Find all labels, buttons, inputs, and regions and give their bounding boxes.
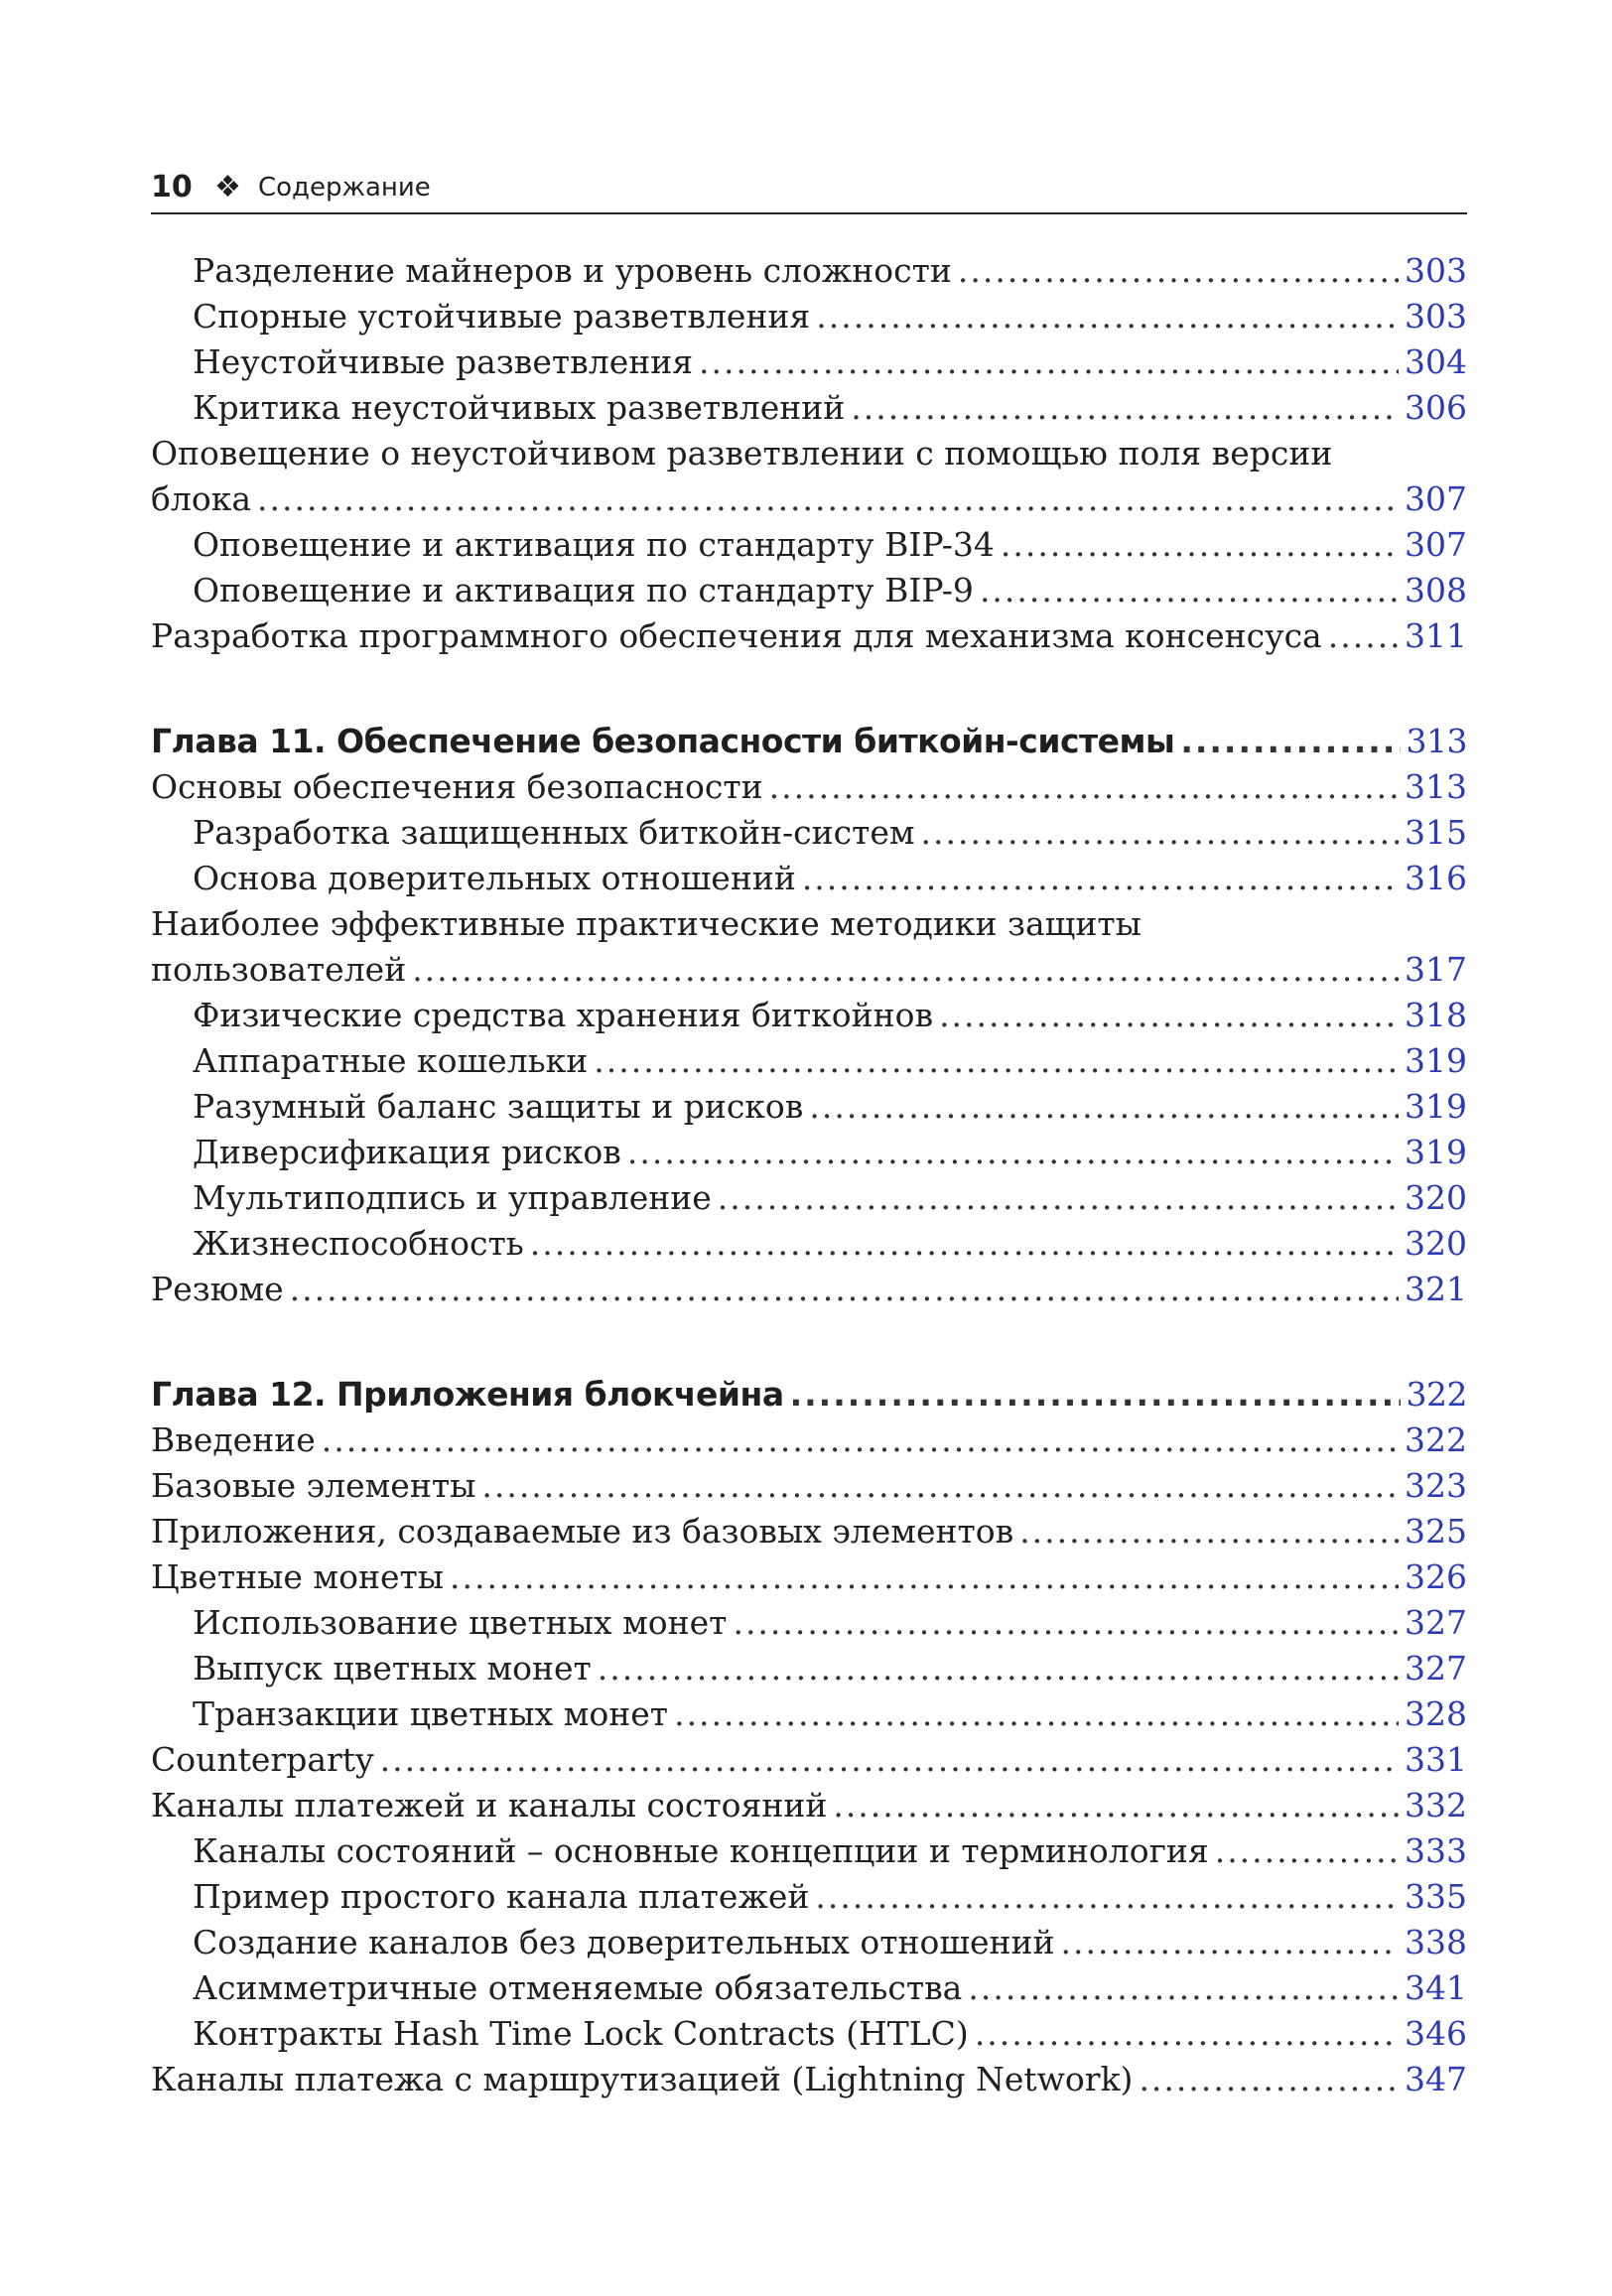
toc-page-link[interactable]: 320 [1405, 1178, 1467, 1217]
toc-page-link[interactable]: 321 [1405, 1270, 1467, 1308]
toc-entry[interactable] [151, 476, 1467, 522]
leader-dots [833, 1783, 1399, 1828]
toc-entry-title: Транзакции цветных монет [193, 1694, 669, 1733]
leader-dots [769, 764, 1399, 810]
toc-page-link[interactable]: 333 [1405, 1831, 1467, 1870]
toc-entry[interactable] [151, 1463, 1467, 1509]
toc-page-link[interactable]: 325 [1405, 1512, 1467, 1551]
toc-page-link[interactable]: 316 [1405, 859, 1467, 897]
toc-entry-title: Аппаратные кошельки [193, 1041, 589, 1080]
toc-page-link[interactable]: 341 [1405, 1968, 1467, 2007]
toc-entry-title: Контракты Hash Time Lock Contracts (HTLC) [193, 2014, 969, 2053]
toc-page-link[interactable]: 327 [1405, 1649, 1467, 1688]
toc-entry[interactable] [151, 1221, 1467, 1267]
toc-page-link[interactable]: 331 [1405, 1740, 1467, 1779]
toc-entry[interactable] [151, 764, 1467, 810]
leader-dots [718, 1175, 1399, 1221]
toc-entry[interactable] [151, 385, 1467, 431]
toc-page-link[interactable]: 322 [1406, 1375, 1467, 1414]
leader-dots [815, 1874, 1399, 1920]
toc-entry[interactable] [151, 522, 1467, 568]
toc-entry-line1[interactable] [151, 431, 1467, 476]
toc-page-link[interactable]: 313 [1405, 767, 1467, 806]
toc-entry[interactable] [151, 1175, 1467, 1221]
toc-page-link[interactable]: 313 [1406, 722, 1467, 760]
leader-dots [939, 993, 1399, 1038]
toc-page-link[interactable]: 323 [1405, 1466, 1467, 1505]
toc-entry[interactable] [151, 1828, 1467, 1874]
leader-dots [380, 1737, 1399, 1783]
toc-entry-title-cont: блока [151, 479, 251, 518]
leader-dots [594, 1038, 1399, 1084]
leader-dots [958, 248, 1399, 294]
chapter-title: Глава 11. Обеспечение безопасности биткойн-системы [151, 722, 1175, 760]
leader-dots [802, 856, 1399, 901]
leader-dots [530, 1221, 1399, 1267]
toc-page-link[interactable]: 308 [1405, 571, 1467, 609]
toc-entry-title: Диверсификация рисков [193, 1133, 621, 1171]
toc-entry[interactable] [151, 1418, 1467, 1463]
leader-dots [290, 1267, 1399, 1312]
leader-dots [481, 1463, 1399, 1509]
page-number: 10 [151, 170, 193, 204]
toc-page-link[interactable]: 304 [1405, 342, 1467, 381]
leader-dots [257, 476, 1399, 522]
toc-entry-title-cont: пользователей [151, 950, 407, 989]
leader-dots [1139, 2057, 1399, 2102]
fleuron-icon: ❖ [214, 170, 241, 204]
toc-page-link[interactable]: 311 [1405, 616, 1467, 655]
toc-entry-title: Наиболее эффективные практические методики защиты [151, 904, 1142, 943]
toc-entry[interactable] [151, 1267, 1467, 1312]
leader-dots [851, 385, 1399, 431]
toc-entry-title: Каналы платежа с маршрутизацией (Lightning Network) [151, 2060, 1134, 2098]
toc-chapter-12[interactable] [151, 1372, 1467, 1418]
leader-dots [980, 568, 1399, 613]
toc-entry-title: Базовые элементы [151, 1466, 476, 1505]
toc-chapter-11[interactable] [151, 719, 1467, 764]
toc-entry[interactable] [151, 1874, 1467, 1920]
leader-dots [1328, 613, 1399, 659]
toc-entry[interactable] [151, 613, 1467, 659]
toc-entry-title: Физические средства хранения биткойнов [193, 996, 934, 1034]
toc-page-link[interactable]: 326 [1405, 1557, 1467, 1596]
toc-entry[interactable] [151, 810, 1467, 856]
toc-entry[interactable] [151, 1783, 1467, 1828]
leader-dots [1019, 1509, 1399, 1554]
toc-entry[interactable] [151, 1600, 1467, 1646]
toc-page-link[interactable]: 335 [1405, 1877, 1467, 1916]
toc-page-link[interactable]: 318 [1405, 996, 1467, 1034]
toc-entry-title: Приложения, создаваемые из базовых элементов [151, 1512, 1014, 1551]
leader-dots [809, 1084, 1399, 1130]
toc-page-link[interactable]: 307 [1405, 479, 1467, 518]
toc-page-link[interactable]: 332 [1405, 1786, 1467, 1824]
leader-dots [921, 810, 1399, 856]
leader-dots [1215, 1828, 1399, 1874]
toc-entry-title: Асимметричные отменяемые обязательства [193, 1968, 963, 2007]
toc-entry-title: Counterparty [151, 1740, 374, 1779]
section-gap [151, 659, 1467, 719]
toc-entry[interactable] [151, 1920, 1467, 1965]
toc-page-link[interactable]: 338 [1405, 1923, 1467, 1961]
toc-entry-title: Разделение майнеров и уровень сложности [193, 251, 952, 290]
toc-page-link[interactable]: 320 [1405, 1224, 1467, 1263]
chapter-title: Глава 12. Приложения блокчейна [151, 1375, 784, 1414]
toc-entry-title: Оповещение о неустойчивом разветвлении с помощью поля версии [151, 434, 1333, 473]
toc-entry-title: Разработка программного обеспечения для механизма консенсуса [151, 616, 1322, 655]
toc-page-link[interactable]: 347 [1405, 2060, 1467, 2098]
toc-entry[interactable] [151, 294, 1467, 339]
toc-entry[interactable] [151, 1646, 1467, 1691]
toc-page-link[interactable]: 346 [1405, 2014, 1467, 2053]
leader-dots [1061, 1920, 1399, 1965]
toc-entry[interactable] [151, 1509, 1467, 1554]
toc-entry-title: Каналы платежей и каналы состояний [151, 1786, 828, 1824]
toc-entry[interactable] [151, 993, 1467, 1038]
table-of-contents [151, 248, 1467, 2102]
leader-dots [1001, 522, 1399, 568]
leader-dots [450, 1554, 1399, 1600]
toc-entry-title: Оповещение и активация по стандарту BIP-9 [193, 571, 974, 609]
toc-entry-title: Введение [151, 1420, 316, 1459]
section-gap [151, 1312, 1467, 1372]
toc-entry[interactable] [151, 568, 1467, 613]
toc-page-link[interactable]: 317 [1405, 950, 1467, 989]
toc-page-link[interactable]: 327 [1405, 1603, 1467, 1642]
leader-dots [699, 339, 1399, 385]
toc-entry[interactable] [151, 1084, 1467, 1130]
toc-entry-title: Резюме [151, 1270, 284, 1308]
toc-entry[interactable] [151, 1737, 1467, 1783]
toc-page-link[interactable]: 319 [1405, 1041, 1467, 1080]
toc-entry-title: Мультиподпись и управление [193, 1178, 712, 1217]
toc-entry-title: Разработка защищенных биткойн-систем [193, 813, 915, 852]
toc-entry[interactable] [151, 1965, 1467, 2011]
toc-entry[interactable] [151, 947, 1467, 993]
leader-dots [627, 1130, 1399, 1175]
leader-dots [975, 2011, 1399, 2057]
toc-entry[interactable] [151, 1691, 1467, 1737]
toc-entry-title: Цветные монеты [151, 1557, 445, 1596]
toc-entry[interactable] [151, 2011, 1467, 2057]
toc-entry-title: Оповещение и активация по стандарту BIP-34 [193, 525, 995, 564]
toc-page-link[interactable]: 322 [1405, 1420, 1467, 1459]
toc-entry-title: Использование цветных монет [193, 1603, 728, 1642]
toc-entry[interactable] [151, 248, 1467, 294]
toc-page-link[interactable]: 315 [1405, 813, 1467, 852]
leader-dots [790, 1372, 1401, 1418]
leader-dots [968, 1965, 1399, 2011]
toc-entry-title: Неустойчивые разветвления [193, 342, 694, 381]
toc-entry-title: Пример простого канала платежей [193, 1877, 810, 1916]
page-header [151, 167, 1467, 214]
toc-page-link[interactable]: 328 [1405, 1694, 1467, 1733]
leader-dots [733, 1600, 1399, 1646]
leader-dots [674, 1691, 1399, 1737]
toc-entry-title: Жизнеспособность [193, 1224, 524, 1263]
toc-entry[interactable] [151, 1554, 1467, 1600]
toc-entry[interactable] [151, 1038, 1467, 1084]
leader-dots [816, 294, 1399, 339]
leader-dots [1180, 719, 1400, 764]
toc-entry-title: Критика неустойчивых разветвлений [193, 388, 846, 427]
toc-page-link[interactable]: 319 [1405, 1133, 1467, 1171]
running-header-title: Содержание [258, 173, 431, 203]
toc-entry-title: Основы обеспечения безопасности [151, 767, 763, 806]
toc-entry[interactable] [151, 1130, 1467, 1175]
toc-page-link[interactable]: 303 [1405, 297, 1467, 336]
toc-page-link[interactable]: 303 [1405, 251, 1467, 290]
toc-entry[interactable] [151, 856, 1467, 901]
toc-page-link[interactable]: 307 [1405, 525, 1467, 564]
toc-page-link[interactable]: 319 [1405, 1087, 1467, 1126]
toc-entry-title: Разумный баланс защиты и рисков [193, 1087, 804, 1126]
toc-entry-line1[interactable] [151, 901, 1467, 947]
leader-dots [598, 1646, 1399, 1691]
toc-page-link[interactable]: 306 [1405, 388, 1467, 427]
leader-dots [322, 1418, 1399, 1463]
toc-entry[interactable] [151, 2057, 1467, 2102]
toc-entry-title: Создание каналов без доверительных отношений [193, 1923, 1055, 1961]
toc-entry-title: Каналы состояний – основные концепции и терминология [193, 1831, 1209, 1870]
toc-entry-title: Спорные устойчивые разветвления [193, 297, 811, 336]
toc-entry[interactable] [151, 339, 1467, 385]
toc-entry-title: Основа доверительных отношений [193, 859, 796, 897]
leader-dots [412, 947, 1399, 993]
toc-entry-title: Выпуск цветных монет [193, 1649, 592, 1688]
